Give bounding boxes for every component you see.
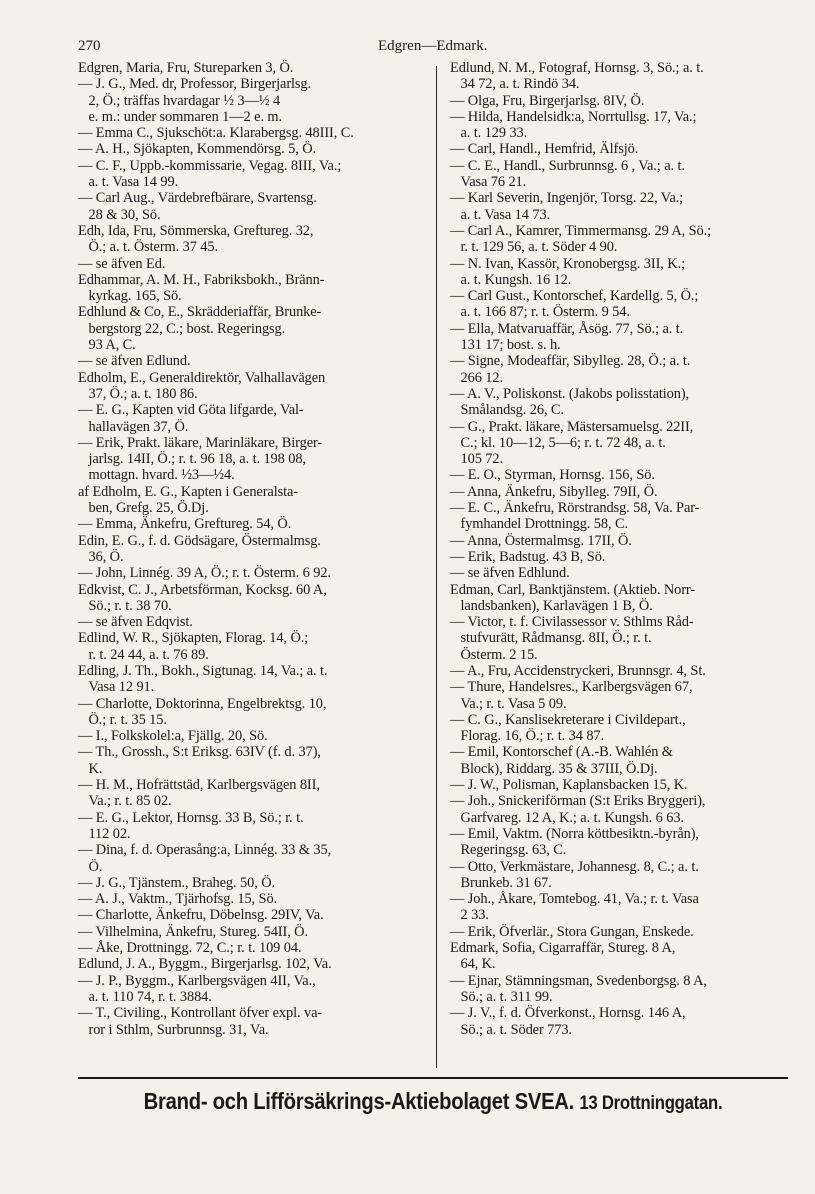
directory-line: a. t. 110 74, r. t. 3884. bbox=[78, 988, 212, 1005]
directory-line: Edkvist, C. J., Arbetsförman, Kocksg. 60 A, bbox=[78, 581, 327, 598]
directory-line: Edin, E. G., f. d. Gödsägare, Östermalmsg. bbox=[78, 532, 321, 549]
directory-line: — Emma, Änkefru, Greftureg. 54, Ö. bbox=[78, 516, 292, 533]
directory-line: — E. O., Styrman, Hornsg. 156, Sö. bbox=[450, 467, 655, 484]
directory-line: Edgren, Maria, Fru, Stureparken 3, Ö. bbox=[78, 60, 294, 76]
directory-line: Brunkeb. 31 67. bbox=[450, 874, 552, 891]
directory-line: — Åke, Drottningg. 72, C.; r. t. 109 04. bbox=[78, 940, 302, 957]
directory-line: — Otto, Verkmästare, Johannesg. 8, C.; a. t. bbox=[450, 858, 699, 875]
directory-line: — A., Fru, Accidenstryckeri, Brunnsgr. 4, St. bbox=[450, 662, 706, 679]
directory-line: — se äfven Edlund. bbox=[78, 353, 191, 370]
directory-line: — Erik, Öfverlär., Stora Gungan, Enskede. bbox=[450, 923, 694, 940]
directory-line: — Signe, Modeaffär, Sibylleg. 28, Ö.; a. t. bbox=[450, 353, 691, 370]
directory-line: 105 72. bbox=[450, 451, 503, 468]
directory-line: — I., Folkskolel:a, Fjällg. 20, Sö. bbox=[78, 728, 268, 745]
directory-line: Edling, J. Th., Bokh., Sigtunag. 14, Va.; a. t. bbox=[78, 662, 328, 679]
directory-line: a. t. Vasa 14 99. bbox=[78, 174, 179, 191]
directory-line: 37, Ö.; a. t. 180 86. bbox=[78, 385, 198, 402]
directory-line: — Joh., Åkare, Tomtebog. 41, Va.; r. t. Vasa bbox=[450, 891, 699, 908]
directory-line: K. bbox=[78, 760, 103, 777]
directory-line: — Thure, Handelsres., Karlbergsvägen 67, bbox=[450, 679, 693, 696]
directory-line: — Olga, Fru, Birgerjarlsg. 8IV, Ö. bbox=[450, 92, 645, 109]
directory-line: ben, Grefg. 25, Ö.Dj. bbox=[78, 500, 209, 517]
footer-company: Brand- och Lifförsäkrings-Aktiebolaget SVEA. bbox=[143, 1088, 575, 1114]
directory-line: Edmark, Sofia, Cigarraffär, Stureg. 8 A, bbox=[450, 940, 676, 957]
directory-line: Garfvareg. 12 A, K.; a. t. Kungsh. 6 63. bbox=[450, 809, 684, 826]
directory-line: Va.; r. t. Vasa 5 09. bbox=[450, 695, 567, 712]
page-number: 270 bbox=[78, 38, 101, 54]
directory-line: 2, Ö.; träffas hvardagar ½ 3—½ 4 bbox=[78, 92, 281, 109]
directory-line: Vasa 76 21. bbox=[450, 174, 527, 191]
directory-line: — Victor, t. f. Civilassessor v. Sthlms Råd- bbox=[450, 614, 694, 631]
directory-line: Sö.; a. t. 311 99. bbox=[450, 988, 553, 1005]
directory-line: — A. V., Poliskonst. (Jakobs polisstation), bbox=[450, 385, 690, 402]
footer-address: 13 Drottninggatan. bbox=[579, 1093, 723, 1114]
directory-line: — Ella, Matvaruaffär, Åsög. 77, Sö.; a. t. bbox=[450, 320, 684, 337]
directory-line: a. t. Kungsh. 16 12. bbox=[450, 271, 572, 288]
page-header bbox=[78, 38, 778, 60]
directory-line: Edman, Carl, Banktjänstem. (Aktieb. Norr- bbox=[450, 581, 695, 598]
directory-line: — E. G., Kapten vid Göta lifgarde, Val- bbox=[78, 402, 304, 419]
directory-line: — Emil, Kontorschef (A.-B. Wahlén & bbox=[450, 744, 673, 761]
directory-line: — Anna, Änkefru, Sibylleg. 79II, Ö. bbox=[450, 483, 658, 500]
directory-line: stufvurätt, Rådmansg. 8II, Ö.; r. t. bbox=[450, 630, 652, 647]
directory-line: a. t. 129 33. bbox=[450, 125, 528, 142]
directory-line: — John, Linnég. 39 A, Ö.; r. t. Österm. 6 92. bbox=[78, 565, 331, 582]
directory-line: — Erik, Badstug. 43 B, Sö. bbox=[450, 548, 606, 565]
directory-line: — J. G., Tjänstem., Braheg. 50, Ö. bbox=[78, 874, 275, 891]
directory-line: — Carl A., Kamrer, Timmermansg. 29 A, Sö.; bbox=[450, 222, 712, 239]
directory-line: — A. H., Sjökapten, Kommendörsg. 5, Ö. bbox=[78, 141, 317, 158]
directory-line: Ö.; a. t. Österm. 37 45. bbox=[78, 239, 218, 256]
directory-line: 34 72, a. t. Rindö 34. bbox=[450, 76, 580, 93]
directory-line: — Carl Aug., Värdebrefbärare, Svartensg. bbox=[78, 190, 317, 207]
left-column bbox=[78, 60, 433, 1038]
directory-line: hallavägen 37, Ö. bbox=[78, 418, 189, 435]
directory-line: — J. G., Med. dr, Professor, Birgerjarlsg. bbox=[78, 76, 311, 93]
directory-line: — H. M., Hofrättstäd, Karlbergsvägen 8II, bbox=[78, 777, 320, 794]
directory-line: bergstorg 22, C.; bost. Regeringsg. bbox=[78, 320, 286, 337]
directory-line: 112 02. bbox=[78, 825, 131, 842]
directory-line: Florag. 16, Ö.; r. t. 34 87. bbox=[450, 728, 605, 745]
directory-line: — J. V., f. d. Öfverkonst., Hornsg. 146 A, bbox=[450, 1005, 686, 1022]
directory-line: Ö. bbox=[78, 858, 103, 875]
directory-line: Edlind, W. R., Sjökapten, Florag. 14, Ö.; bbox=[78, 630, 309, 647]
directory-line: — Anna, Östermalmsg. 17II, Ö. bbox=[450, 532, 632, 549]
directory-line: Ö.; r. t. 35 15. bbox=[78, 711, 167, 728]
directory-line: — Vilhelmina, Änkefru, Stureg. 54II, Ö. bbox=[78, 923, 308, 940]
directory-line: jarlsg. 14II, Ö.; r. t. 96 18, a. t. 198 08, bbox=[78, 451, 306, 468]
directory-line: — Ejnar, Stämningsman, Svedenborgsg. 8 A, bbox=[450, 972, 707, 989]
directory-line: — J. W., Polisman, Kaplansbacken 15, K. bbox=[450, 777, 688, 794]
directory-line: Edhlund & Co, E., Skrädderiaffär, Brunke- bbox=[78, 304, 322, 321]
running-head: Edgren—Edmark. bbox=[378, 38, 488, 54]
directory-line: Regeringsg. 63, C. bbox=[450, 842, 567, 859]
directory-line: — se äfven Edqvist. bbox=[78, 614, 193, 631]
directory-line: Edlund, N. M., Fotograf, Hornsg. 3, Sö.; a. t. bbox=[450, 60, 704, 76]
directory-line: — E. G., Lektor, Hornsg. 33 B, Sö.; r. t. bbox=[78, 809, 304, 826]
directory-line: e. m.: under sommaren 1—2 e. m. bbox=[78, 108, 283, 125]
directory-line: — Erik, Prakt. läkare, Marinläkare, Birger- bbox=[78, 434, 323, 451]
directory-line: Edhammar, A. M. H., Fabriksbokh., Bränn- bbox=[78, 271, 325, 288]
directory-line: Österm. 2 15. bbox=[450, 646, 538, 663]
directory-line: 36, Ö. bbox=[78, 548, 124, 565]
directory-line: Edh, Ida, Fru, Sömmerska, Greftureg. 32, bbox=[78, 222, 314, 239]
directory-line: a. t. Vasa 14 73. bbox=[450, 206, 551, 223]
directory-line: Edholm, E., Generaldirektör, Valhallavägen bbox=[78, 369, 326, 386]
directory-line: — Carl Gust., Kontorschef, Kardellg. 5, Ö.; bbox=[450, 288, 699, 305]
directory-line: 131 17; bost. s. h. bbox=[450, 337, 561, 354]
directory-line: — Charlotte, Doktorinna, Engelbrektsg. 10, bbox=[78, 695, 327, 712]
directory-line: — T., Civiling., Kontrollant öfver expl. va- bbox=[78, 1005, 323, 1022]
directory-line: fymhandel Drottningg. 58, C. bbox=[450, 516, 628, 533]
directory-line: Vasa 12 91. bbox=[78, 679, 155, 696]
directory-line: — Emma C., Sjukschöt:a. Klarabergsg. 48III, C. bbox=[78, 125, 354, 142]
directory-line: r. t. 24 44, a. t. 76 89. bbox=[78, 646, 209, 663]
directory-line: — E. C., Änkefru, Rörstrandsg. 58, Va. Par- bbox=[450, 500, 700, 517]
directory-line: — Dina, f. d. Operasång:a, Linnég. 33 & 35, bbox=[78, 842, 332, 859]
directory-line: — Joh., Snickeriförman (S:t Eriks Bryggeri), bbox=[450, 793, 706, 810]
directory-line: Edlund, J. A., Byggm., Birgerjarlsg. 102, Va. bbox=[78, 956, 332, 973]
directory-line: 93 A, C. bbox=[78, 337, 136, 354]
directory-line: Smålandsg. 26, C. bbox=[450, 402, 564, 419]
footer-advertisement bbox=[121, 1088, 746, 1115]
directory-line: af Edholm, E. G., Kapten i Generalsta- bbox=[78, 483, 298, 500]
directory-line: Sö.; a. t. Söder 773. bbox=[450, 1021, 572, 1038]
directory-line: 2 33. bbox=[450, 907, 489, 924]
directory-line: 64, K. bbox=[450, 956, 496, 973]
directory-line: — C. E., Handl., Surbrunnsg. 6 , Va.; a. t. bbox=[450, 157, 685, 174]
directory-line: Va.; r. t. 85 02. bbox=[78, 793, 172, 810]
directory-line: r. t. 129 56, a. t. Söder 4 90. bbox=[450, 239, 618, 256]
directory-line: — C. G., Kanslisekreterare i Civildepart., bbox=[450, 711, 686, 728]
directory-line: — se äfven Edhlund. bbox=[450, 565, 570, 582]
directory-line: — A. J., Vaktm., Tjärhofsg. 15, Sö. bbox=[78, 891, 278, 908]
column-divider bbox=[436, 66, 437, 1068]
directory-line: mottagn. hvard. ½3—½4. bbox=[78, 467, 235, 484]
directory-line: ror i Sthlm, Surbrunnsg. 31, Va. bbox=[78, 1021, 269, 1038]
directory-line: kyrkag. 165, Sö. bbox=[78, 288, 182, 305]
directory-line: — N. Ivan, Kassör, Kronobergsg. 3II, K.; bbox=[450, 255, 685, 272]
directory-line: — J. P., Byggm., Karlbergsvägen 4II, Va., bbox=[78, 972, 316, 989]
directory-line: — Carl, Handl., Hemfrid, Älfsjö. bbox=[450, 141, 639, 158]
directory-line: a. t. 166 87; r. t. Österm. 9 54. bbox=[450, 304, 630, 321]
directory-line: 266 12. bbox=[450, 369, 503, 386]
directory-line: — Th., Grossh., S:t Eriksg. 63IV (f. d. 37), bbox=[78, 744, 321, 761]
directory-line: — Emil, Vaktm. (Norra köttbesiktn.-byrån), bbox=[450, 825, 699, 842]
directory-line: — G., Prakt. läkare, Mästersamuelsg. 22II, bbox=[450, 418, 694, 435]
directory-line: landsbanken), Karlavägen 1 B, Ö. bbox=[450, 597, 653, 614]
right-column bbox=[450, 60, 790, 1038]
directory-line: — Karl Severin, Ingenjör, Torsg. 22, Va.; bbox=[450, 190, 684, 207]
footer-rule bbox=[78, 1077, 788, 1079]
directory-line: C.; kl. 10—12, 5—6; r. t. 72 48, a. t. bbox=[450, 434, 666, 451]
directory-line: Block), Riddarg. 35 & 37III, Ö.Dj. bbox=[450, 760, 658, 777]
directory-line: — Hilda, Handelsidk:a, Norrtullsg. 17, Va.; bbox=[450, 108, 697, 125]
directory-line: — C. F., Uppb.-kommissarie, Vegag. 8III, Va.; bbox=[78, 157, 342, 174]
directory-line: 28 & 30, Sö. bbox=[78, 206, 161, 223]
directory-line: — se äfven Ed. bbox=[78, 255, 166, 272]
directory-line: Sö.; r. t. 38 70. bbox=[78, 597, 172, 614]
directory-line: — Charlotte, Änkefru, Döbelnsg. 29IV, Va. bbox=[78, 907, 324, 924]
